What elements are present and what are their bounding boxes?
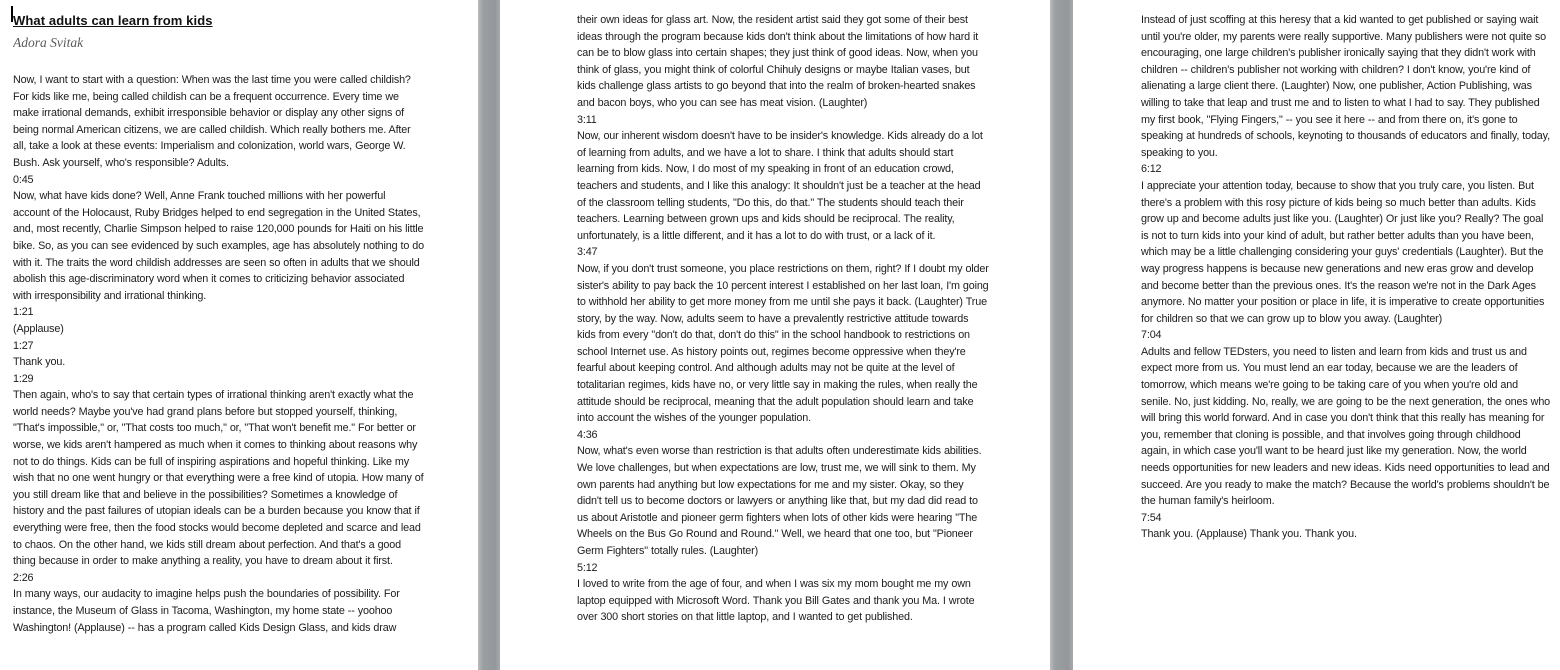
timestamp-line: 4:36 <box>577 428 598 441</box>
timestamp-line: 1:21 <box>13 306 34 319</box>
transcript-paragraph: Now, if you don't trust someone, you place restrictions on them, right? If I doubt my older sister's ability to pay back the 10 percent interest I established on her last loan, I'm going to withhold her ability to get more money from me until she pays it back. (Laughter) True story, by the way. Now, adults seem to have a prevalently restrictive attitude towards kids from every "don't do that, don't do this" in the school handbook to restrictions on school Internet use. As history points out, regimes become oppressive when they're fearful about keeping control. And although adults may not be quite at the level of totalitarian regimes, kids have no, or very little say in making the rules, when really the attitude should be reciprocal, meaning that the adult population should learn and take into account the wishes of the younger population. <box>577 262 989 425</box>
page-3-text <box>1141 12 1551 543</box>
timestamp-line: 7:04 <box>1141 329 1162 342</box>
timestamp-line: 3:11 <box>577 113 597 126</box>
transcript-paragraph: Thank you. <box>13 356 66 369</box>
page-title: What adults can learn from kids <box>13 13 213 28</box>
transcript-paragraph: Adults and fellow TEDsters, you need to listen and learn from kids and trust us and expect more from us. You must lend an ear today, because we are the leaders of tomorrow, which means we're going to be taking care of you when you're old and senile. No, just kidding. No, really, we are going to be the next generation, the ones who will bring this world forward. And in case you don't think that this really has meaning for you, remember that cloning is possible, and that involves going through childhood again, in which case you'll want to be heard just like my generation. Now, the world needs opportunities for new leaders and new ideas. Kids need opportunities to lead and succeed. Are you ready to make the match? Because the world's problems shouldn't be the human family's heirloom. <box>1141 345 1551 508</box>
page-divider-1 <box>478 0 500 670</box>
timestamp-line: 1:29 <box>13 372 34 385</box>
document-page-1[interactable] <box>13 0 425 670</box>
page-2-text <box>577 12 989 626</box>
timestamp-line: 2:26 <box>13 571 34 584</box>
transcript-paragraph: I loved to write from the age of four, and when I was six my mom bought me my own laptop equipped with Microsoft Word. Thank you Bill Gates and thank you Ma. I wrote over 300 short stories on that little laptop, and I wanted to get published. <box>577 578 975 624</box>
document-page-3[interactable] <box>1141 0 1551 670</box>
transcript-paragraph: Now, what's even worse than restriction is that adults often underestimate kids abilities. We love challenges, but when expectations are low, trust me, we will sink to them. My own parents had anything but low expectations for me and my sister. Okay, so they didn't tell us to become doctors or lawyers or anything like that, but my dad did read to us about Aristotle and pioneer germ fighters when lots of other kids were hearing "The Wheels on the Bus Go Round and Round." Well, we heard that one too, but "Pioneer Germ Fighters" totally rules. (Laughter) <box>577 445 982 557</box>
transcript-paragraph: I appreciate your attention today, because to show that you truly care, you listen. But there's a problem with this rosy picture of kids being so much better than adults. Kids grow up and become adults just like you. (Laughter) Or just like you? Really? The goal is not to turn kids into your kind of adult, but rather better adults than you have been, which may be a little challenging considering your guys' credentials (Laughter). But the way progress happens is because new generations and new eras grow and develop and become better than the previous ones. It's the reason we're not in the Dark Ages anymore. No matter your position or place in life, it is imperative to create opportunities for children so that we can grow up to blow you away. (Laughter) <box>1141 179 1545 325</box>
page-1-text <box>13 72 425 636</box>
transcript-paragraph: Instead of just scoffing at this heresy that a kid wanted to get published or saying wait until you're older, my parents were really supportive. Many publishers were not quite so encouraging, one large children's publisher ironically saying that they didn't work with children -- children's publisher not working with children? I don't know, you're kind of alienating a large client there. (Laughter) Now, one publisher, Action Publishing, was willing to take that leap and trust me and to listen to what I had to say. They published my first book, "Flying Fingers," -- you see it here -- and from there on, it's gone to speaking at hundreds of schools, keynoting to thousands of educators and finally, today, speaking to you. <box>1141 14 1550 159</box>
timestamp-line: 1:27 <box>13 339 34 352</box>
transcript-paragraph: (Applause) <box>13 322 64 335</box>
timestamp-line: 6:12 <box>1141 163 1162 176</box>
timestamp-line: 7:54 <box>1141 511 1162 524</box>
transcript-paragraph: Then again, who's to say that certain types of irrational thinking aren't exactly what the world needs? Maybe you've had grand plans before but stopped yourself, thinking, "That's impossible," or, "That costs too much," or, "That won't benefit me." For better or worse, we kids aren't hampered as much when it comes to thinking about reasons why not to do things. Kids can be full of inspiring aspirations and hopeful thinking. Like my wish that no one went hungry or that everything were a free kind of utopia. How many of you still dream like that and believe in the possibilities? Sometimes a knowledge of history and the past failures of utopian ideals can be a burden because you know that if everything were free, then the food stocks would become depleted and scarce and lead to chaos. On the other hand, we kids still dream about perfection. And that's a good thing because in order to make anything a reality, you have to dream about it first. <box>13 389 424 568</box>
transcript-paragraph: Now, our inherent wisdom doesn't have to be insider's knowledge. Kids already do a lot of learning from adults, and we have a lot to share. I think that adults should start learning from kids. Now, I do most of my speaking in front of an education crowd, teachers and students, and I like this analogy: It shouldn't just be a teacher at the head of the classroom telling students, "Do this, do that." The students should teach their teachers. Learning between grown ups and kids should be reciprocal. The reality, unfortunately, is a little different, and it has a lot to do with trust, or a lack of it. <box>577 130 983 242</box>
document-page-2[interactable] <box>577 0 989 670</box>
timestamp-line: 0:45 <box>13 173 34 186</box>
transcript-paragraph: Now, I want to start with a question: When was the last time you were called childish? For kids like me, being called childish can be a frequent occurrence. Every time we make irrational demands, exhibit irresponsible behavior or display any other signs of being normal American citizens, we are called childish. Which really bothers me. After all, take a look at these events: Imperialism and colonization, world wars, George W. Bush. Ask yourself, who's responsible? Adults. <box>13 74 411 169</box>
transcript-paragraph: Thank you. (Applause) Thank you. Thank you. <box>1141 528 1357 541</box>
timestamp-line: 5:12 <box>577 561 598 574</box>
timestamp-line: 3:47 <box>577 246 598 259</box>
transcript-paragraph: Now, what have kids done? Well, Anne Frank touched millions with her powerful account of the Holocaust, Ruby Bridges helped to end segregation in the United States, and, most recently, Charlie Simpson helped to raise 120,000 pounds for Haiti on his little bike. So, as you can see evidenced by such examples, age has absolutely nothing to do with it. The traits the word childish addresses are seen so often in adults that we should abolish this age-discriminatory word when it comes to criticizing behavior associated with irresponsibility and irrational thinking. <box>13 190 425 302</box>
document-author: Adora Svitak <box>13 35 84 50</box>
transcript-paragraph: their own ideas for glass art. Now, the resident artist said they got some of their best ideas through the program because kids don't think about the limitations of how hard it can be to blow glass into certain shapes; they just think of good ideas. Now, when you think of glass, you might think of colorful Chihuly designs or maybe Italian vases, but kids challenge glass artists to go beyond that into the realm of broken-hearted snakes and bacon boys, who you can see has meat vision. (Laughter) <box>577 14 979 109</box>
transcript-paragraph: In many ways, our audacity to imagine helps push the boundaries of possibility. For instance, the Museum of Glass in Tacoma, Washington, my home state -- yoohoo Washington! (Applause) -- has a program called Kids Design Glass, and kids draw <box>13 588 400 634</box>
page-divider-2 <box>1050 0 1073 670</box>
